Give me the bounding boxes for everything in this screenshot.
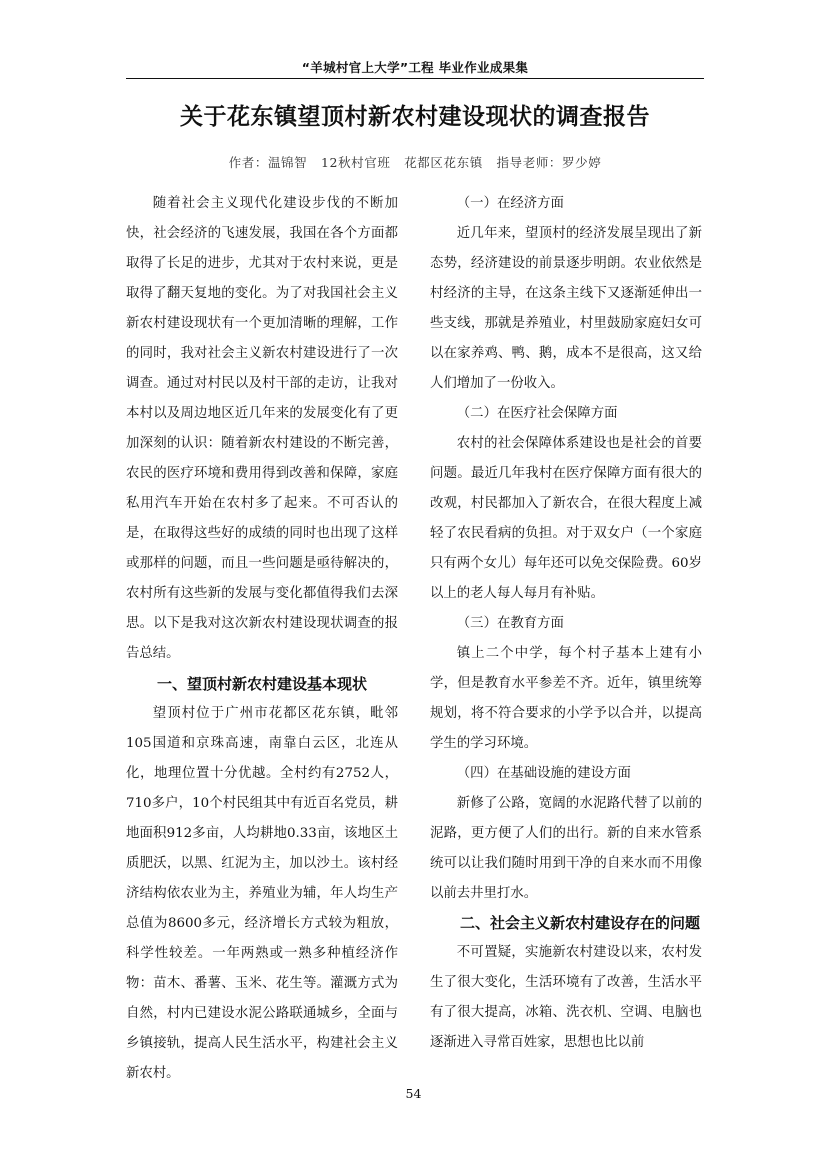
- intro-paragraph: 随着社会主义现代化建设步伐的不断加快，社会经济的飞速发展，我国在各个方面都取得了长足的进步，尤其对于农村来说，更是取得了翻天复地的变化。为了对我国社会主义新农村建设现状有一个更加清晰的理解，工作的同时，我对社会主义新农村建设进行了一次调查。通过对村民以及村干部的走访，让我对本村以及周边地区近几年来的发展变化有了更加深刻的认识：随着新农村建设的不断完善，农民的医疗环境和费用得到改善和保障，家庭私用汽车开始在农村多了起来。不可否认的是，在取得这些好的成绩的同时也出现了这样或那样的问题，而且一些问题是亟待解决的，农村所有这些新的发展与变化都值得我们去深思。以下是我对这次新农村建设现状调查的报告总结。: [126, 196, 398, 661]
- subsection-infrastructure-paragraph: 新修了公路，宽阔的水泥路代替了以前的泥路，更方便了人们的出行。新的自来水管系统可以让我们随时用到干净的自来水而不用像以前去井里打水。: [430, 796, 702, 901]
- header-rule: [126, 78, 704, 79]
- section-1-paragraph: 望顶村位于广州市花都区花东镇，毗邻105国道和京珠高速，南靠白云区，北连从化，地理位置十分优越。全村约有2752人，710多户，10个村民组其中有近百名党员，耕地面积912多亩，人均耕地0.33亩，该地区土质肥沃，以黑、红泥为主，加以沙土。该村经济结构依农业为主，养殖业为辅，年人均生产总值为8600多元，经济增长方式较为粗放，科学性较差。一年两熟或一熟多种植经济作物：苗木、番薯、玉米、花生等。灌溉方式为自然，村内已建设水泥公路联通城乡，全面与乡镇接轨，提高人民生活水平，构建社会主义新农村。: [126, 706, 398, 1081]
- subsection-infrastructure-heading: （四）在基础设施的建设方面: [456, 766, 631, 781]
- subsection-economy-heading: （一）在经济方面: [456, 196, 564, 211]
- left-column: [126, 189, 398, 1089]
- running-header: “羊城村官上大学”工程 毕业作业成果集: [301, 60, 529, 75]
- right-column: [430, 189, 702, 1058]
- subsection-education-heading: （三）在教育方面: [456, 616, 564, 631]
- subsection-healthcare-heading: （二）在医疗社会保障方面: [456, 406, 618, 421]
- page-number: 54: [405, 1086, 422, 1101]
- subsection-education-paragraph: 镇上二个中学，每个村子基本上建有小学，但是教育水平参差不齐。近年，镇里统筹规划，将不符合要求的小学予以合并，以提高学生的学习环境。: [430, 646, 702, 751]
- author-byline: 作者：温锦智 12秋村官班 花都区花东镇 指导老师：罗少婷: [228, 155, 602, 170]
- section-1-heading: 一、望顶村新农村建设基本现状: [156, 675, 367, 693]
- section-2-heading: 二、社会主义新农村建设存在的问题: [460, 914, 701, 932]
- report-title: 关于花东镇望顶村新农村建设现状的调查报告: [180, 104, 650, 130]
- subsection-economy-paragraph: 近几年来，望顶村的经济发展呈现出了新态势，经济建设的前景逐步明朗。农业依然是村经济的主导，在这条主线下又逐渐延伸出一些支线，那就是养殖业，村里鼓励家庭妇女可以在家养鸡、鸭、鹅，成本不是很高，这又给人们增加了一份收入。: [430, 226, 702, 391]
- subsection-healthcare-paragraph: 农村的社会保障体系建设也是社会的首要问题。最近几年我村在医疗保障方面有很大的改观，村民都加入了新农合，在很大程度上减轻了农民看病的负担。对于双女户（一个家庭只有两个女儿）每年还可以免交保险费。60岁以上的老人每人每月有补贴。: [430, 436, 702, 601]
- section-2-paragraph: 不可置疑，实施新农村建设以来，农村发生了很大变化，生活环境有了改善，生活水平有了很大提高，冰箱、洗衣机、空调、电脑也逐渐进入寻常百姓家，思想也比以前: [430, 945, 702, 1050]
